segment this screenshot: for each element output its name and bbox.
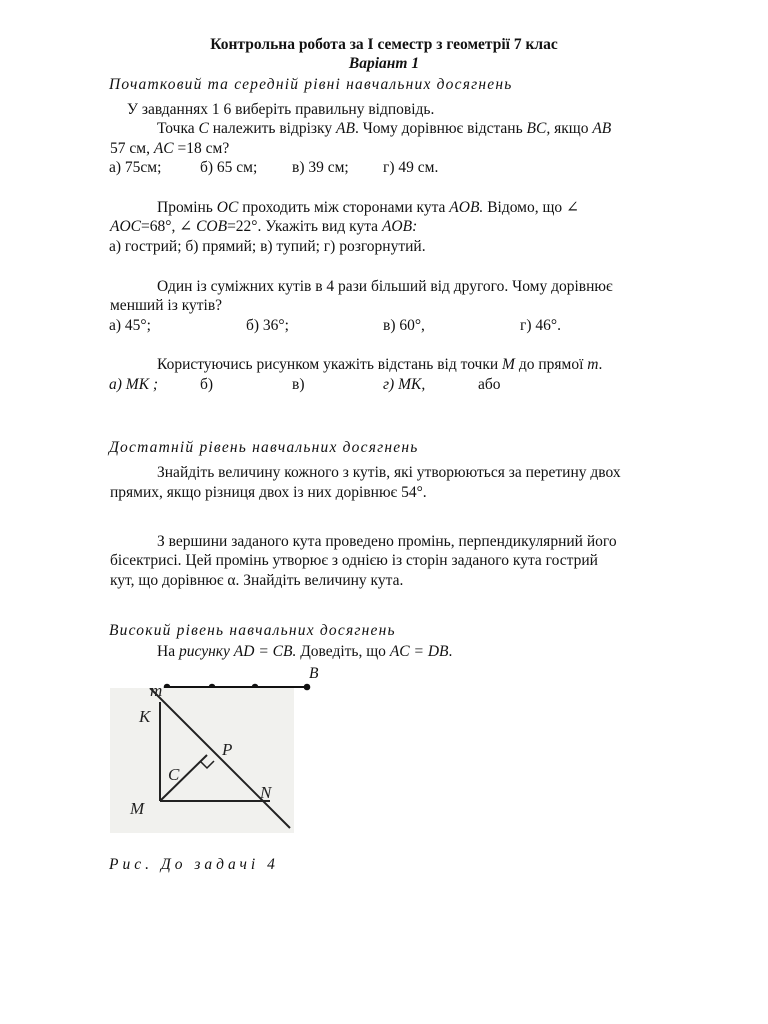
q2-line2: AOC=68°, ∠ COB=22°. Укажіть вид кута AOB: [110,218,418,235]
q4-option-d: г) MK, [383,376,426,393]
q5-line2: прямих, якщо різниця двох із них дорівнює 54°. [110,484,427,501]
q3-line2: менший із кутів? [110,297,223,314]
q3-option-d: г) 46°. [520,317,561,334]
q1-line1: Точка C належить відрізку AB. Чому дорівнює відстань BC, якщо AB [157,120,612,137]
q6-line2: бісектрисі. Цей промінь утворює з однією із сторін заданого кута гострий [110,552,598,569]
q7-line: На рисунку AD = CB. Доведіть, що AC = DB. [157,643,453,660]
q2-line1: Промінь OC проходить між сторонами кута AOB. Відомо, що ∠ [157,199,580,216]
level2-heading: Достатній рівень навчальних досягнень [109,439,419,456]
label-m: m [150,688,163,700]
q3-option-c: в) 60°, [383,317,425,334]
q2-options: а) гострий; б) прямий; в) тупий; г) розгорнутий. [109,238,426,255]
q6-line3: кут, що дорівнює α. Знайдіть величину кута. [110,572,404,589]
segment-label-b: B [309,665,319,682]
q4-option-b: б) [200,376,214,393]
level1-intro: У завданнях 1 6 виберіть правильну відповідь. [127,101,435,118]
q4-option-a: а) MK ; [109,376,159,393]
page-title: Контрольна робота за І семестр з геометрії 7 клас [210,36,558,53]
q5-line1: Знайдіть величину кожного з кутів, які утворюються за перетину двох [157,464,621,481]
figure-caption: Рис. До задачі 4 [109,856,279,873]
q4-line1: Користуючись рисунком укажіть відстань від точки M до прямої m. [157,356,603,373]
q6-line1: З вершини заданого кута проведено промінь, перпендикулярний його [157,533,617,550]
q1-option-b: б) 65 см; [200,159,258,176]
level1-heading: Початковий та середній рівні навчальних досягнень [109,76,513,93]
q3-line1: Один із суміжних кутів в 4 рази більший від другого. Чому дорівнює [157,278,613,295]
variant-label: Варіант 1 [348,55,420,72]
q1-option-c: в) 39 см; [292,159,349,176]
q3-option-a: а) 45°; [109,317,151,334]
q1-option-d: г) 49 см. [383,159,439,176]
label-m-point: M [130,799,145,818]
segment-point-b [304,684,311,691]
label-n: N [260,783,272,802]
label-c: C [168,765,180,784]
q1-option-a: а) 75см; [109,159,162,176]
q4-option-c: в) [292,376,305,393]
label-k: K [139,707,151,726]
q3-option-b: б) 36°; [246,317,289,334]
problem4-figure [110,688,294,833]
q4-option-e: або [478,376,501,393]
q1-line2: 57 см, AC =18 см? [110,140,230,157]
level3-heading: Високий рівень навчальних досягнень [109,622,396,639]
label-p: P [222,740,233,759]
